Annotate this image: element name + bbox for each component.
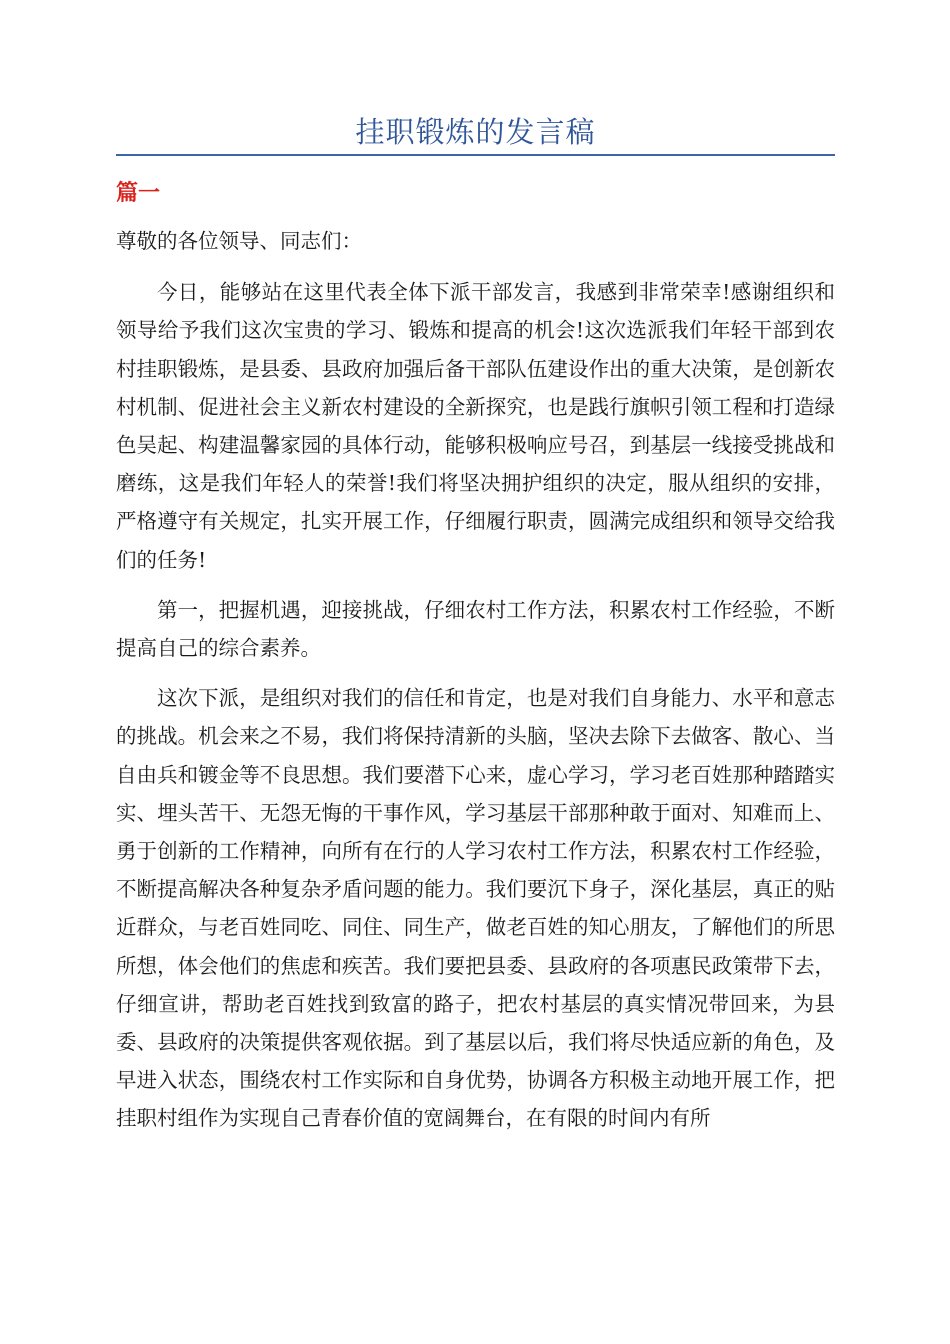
- paragraph-1: 今日，能够站在这里代表全体下派干部发言，我感到非常荣幸!感谢组织和领导给予我们这次宝贵的学习、锻炼和提高的机会!这次选派我们年轻干部到农村挂职锻炼，是县委、县政府加强后备干部队伍建设作出的重大决策，是创新农村机制、促进社会主义新农村建设的全新探究，也是践行旗帜引领工程和打造绿色吴起、构建温馨家园的具体行动，能够积极响应号召，到基层一线接受挑战和磨练，这是我们年轻人的荣誉!我们将坚决拥护组织的决定，服从组织的安排，严格遵守有关规定，扎实开展工作，仔细履行职责，圆满完成组织和领导交给我们的任务!: [116, 280, 835, 572]
- paragraph-2: 第一，把握机遇，迎接挑战，仔细农村工作方法，积累农村工作经验，不断提高自己的综合素养。: [116, 597, 835, 661]
- salutation: 尊敬的各位领导、同志们：: [116, 229, 362, 253]
- document-body: [116, 222, 835, 1150]
- section-heading: 篇一: [116, 180, 161, 206]
- paragraph-3: 这次下派，是组织对我们的信任和肯定，也是对我们自身能力、水平和意志的挑战。机会来之不易，我们将保持清新的头脑，坚决去除下去做客、散心、当自由兵和镀金等不良思想。我们要潜下心来，虚心学习，学习老百姓那种踏踏实实、埋头苦干、无怨无悔的干事作风，学习基层干部那种敢于面对、知难而上、勇于创新的工作精神，向所有在行的人学习农村工作方法，积累农村工作经验，不断提高解决各种复杂矛盾问题的能力。我们要沉下身子，深化基层，真正的贴近群众，与老百姓同吃、同住、同生产，做老百姓的知心朋友，了解他们的所思所想，体会他们的焦虑和疾苦。我们要把县委、县政府的各项惠民政策带下去，仔细宣讲，帮助老百姓找到致富的路子，把农村基层的真实情况带回来，为县委、县政府的决策提供客观依据。到了基层以后，我们将尽快适应新的角色，及早进入状态，围绕农村工作实际和自身优势，协调各方积极主动地开展工作，把挂职村组作为实现自己青春价值的宽阔舞台，在有限的时间内有所: [116, 686, 835, 1131]
- title-underline: [116, 154, 835, 156]
- document-title: 挂职锻炼的发言稿: [355, 115, 596, 149]
